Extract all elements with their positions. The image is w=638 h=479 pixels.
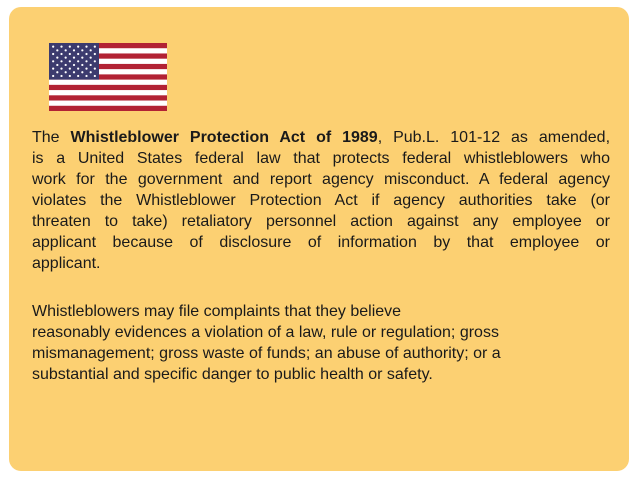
flag-star (81, 64, 83, 66)
flag-star (60, 46, 62, 48)
paragraph-1-line (32, 127, 610, 148)
paragraph-2-line: mismanagement; gross waste of funds; an abuse of authority; or a (32, 345, 501, 362)
flag-star (81, 49, 83, 51)
text-segment: , Pub.L. 101-12 as amended, (377, 129, 611, 146)
flag-star (94, 53, 96, 55)
flag-star (56, 49, 58, 51)
flag-star (85, 53, 87, 55)
flag-star (77, 68, 79, 70)
paragraph-1-line: applicant. (32, 255, 101, 272)
flag-star (85, 46, 87, 48)
flag-star (60, 68, 62, 70)
flag-star (56, 57, 58, 59)
paragraph-2-line: substantial and specific danger to public health or safety. (32, 366, 433, 383)
flag-star (56, 64, 58, 66)
flag-stripe (49, 101, 167, 107)
flag-star (60, 53, 62, 55)
flag-stripe (49, 95, 167, 101)
flag-star (73, 57, 75, 59)
flag-star (52, 46, 54, 48)
flag-star (94, 46, 96, 48)
flag-star (81, 71, 83, 73)
flag-star (60, 60, 62, 62)
flag-star (77, 60, 79, 62)
flag-stripe (49, 85, 167, 91)
paragraph-1-line: is a United States federal law that protects federal whistleblowers who (32, 150, 610, 167)
flag-star (52, 68, 54, 70)
flag-star (65, 57, 67, 59)
flag-star (77, 53, 79, 55)
flag-stripe (49, 90, 167, 96)
flag-star (56, 71, 58, 73)
flag-star (85, 60, 87, 62)
flag-star (52, 75, 54, 77)
flag-star (77, 46, 79, 48)
flag-star (69, 46, 71, 48)
text-segment: The (32, 129, 71, 146)
paragraph-1-line: work for the government and report agency misconduct. A federal agency (32, 171, 610, 188)
flag-star (65, 49, 67, 51)
paragraph-2-line: Whistleblowers may file complaints that they believe (32, 303, 402, 320)
flag-star (90, 57, 92, 59)
flag-star (73, 49, 75, 51)
flag-stripe (49, 80, 167, 86)
flag-stripe (49, 106, 167, 111)
paragraph-2-line: reasonably evidences a violation of a law, rule or regulation; gross (32, 324, 499, 341)
paragraph-1-line: threaten to take) retaliatory personnel action against any employee or (32, 213, 610, 230)
flag-star (60, 75, 62, 77)
flag-star (94, 75, 96, 77)
flag-star (65, 71, 67, 73)
flag-star (73, 64, 75, 66)
paragraph-1 (32, 127, 610, 274)
flag-star (94, 68, 96, 70)
flag-star (81, 57, 83, 59)
paragraph-1-line: violates the Whistleblower Protection Act if agency authorities take (or (32, 192, 610, 209)
act-name: Whistleblower Protection Act of 1989 (70, 129, 378, 146)
flag-star (90, 64, 92, 66)
flag-star (52, 60, 54, 62)
flag-star (90, 71, 92, 73)
flag-star (69, 53, 71, 55)
flag-star (65, 64, 67, 66)
flag-star (94, 60, 96, 62)
flag-canton (49, 43, 99, 80)
flag-star (73, 71, 75, 73)
flag-star (52, 53, 54, 55)
flag-star (77, 75, 79, 77)
flag-star (90, 49, 92, 51)
paragraph-1-line: applicant because of disclosure of information by that employee or (32, 234, 610, 251)
flag-star (85, 75, 87, 77)
flag-star (69, 60, 71, 62)
flag-star (69, 75, 71, 77)
us-flag-icon (49, 43, 167, 111)
flag-star (85, 68, 87, 70)
paragraph-2 (32, 301, 610, 385)
flag-star (69, 68, 71, 70)
